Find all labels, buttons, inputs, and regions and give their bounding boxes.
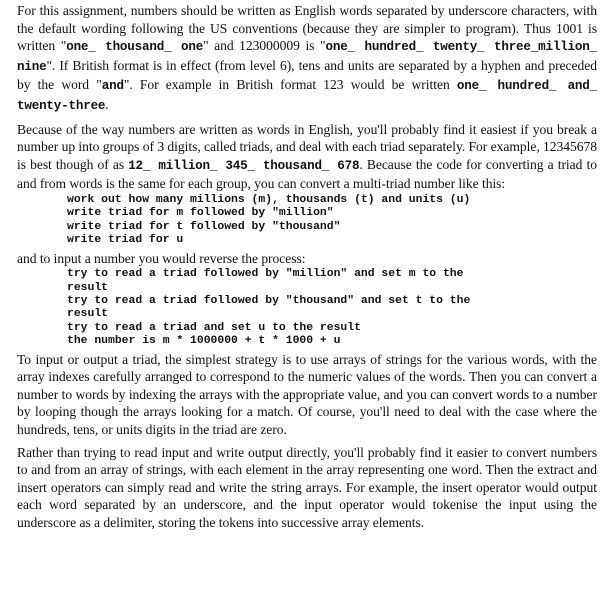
code-word-and: and <box>101 79 124 94</box>
code-line: try to read a triad followed by "million" and set m to the <box>67 268 464 281</box>
text-run: . Because the code for converting a triad to and from words is the same for each group, you can convert a multi-triad number like this: <box>17 156 597 192</box>
text-run: " and 123000009 is " <box>203 38 326 54</box>
code-block-output <box>67 194 597 248</box>
code-line: work out how many millions (m), thousands (t) and units (u) <box>67 193 471 206</box>
code-line: write triad for u <box>67 234 184 247</box>
code-line: result <box>67 281 109 294</box>
code-example-123000009: one_ hundred_ twenty_ three_million_ nine <box>17 40 597 74</box>
paragraph-triads <box>17 121 597 193</box>
text-run: Because of the way numbers are written as words in English, you'll probably find it easiest if you break a number up into groups of 3 digits, called triads, and deal with each triad separately. For example, 12345678 is best though of as <box>17 121 597 172</box>
code-example-1001: one_ thousand_ one <box>66 40 204 55</box>
code-line: result <box>67 308 109 321</box>
code-line: write triad for t followed by "thousand" <box>67 220 341 233</box>
code-line: try to read a triad and set u to the result <box>67 321 361 334</box>
text-run: . <box>105 96 109 112</box>
code-example-triads: 12_ million_ 345_ thousand_ 678 <box>128 158 360 173</box>
code-line: try to read a triad followed by "thousand" and set t to the <box>67 294 471 307</box>
paragraph-input-intro: and to input a number you would reverse the process: <box>17 250 306 266</box>
text-run: For this assignment, numbers should be written as English words separated by underscore characters, with the default wording following the US conventions (because they are simpler to program). Thus 1001 is written " <box>17 3 597 54</box>
paragraph-string-arrays: Rather than trying to read input and write output directly, you'll probably find it easier to convert numbers to and from an array of strings, with each element in the array representing one word. Then the extract and insert operators can simply read and write the string arrays. For example, the insert operator would output each word separated by an underscore, and the input operator would tokenise the input using the underscore as a delimiter, storing the tokens into successive array elements. <box>17 444 597 530</box>
code-line: write triad for m followed by "million" <box>67 207 334 220</box>
document-body <box>17 2 597 532</box>
paragraph-triad-strategy: To input or output a triad, the simplest strategy is to use arrays of strings for the various words, with the array indexes carefully arranged to correspond to the numeric values of the words. Then you can convert a number to words by indexing the arrays with the appropriate value, and you can convert words to a number by looping though the arrays looking for a match. Of course, you'll need to deal with the case where the hundreds, tens, or units digits in the triad are zero. <box>17 351 597 437</box>
text-run: ". If British format is in effect (from level 6), tens and units are separated by a hyphen and preceded by the word " <box>17 57 597 93</box>
paragraph-number-format <box>17 2 597 116</box>
code-example-british: one_ hundred_ and_ twenty-three <box>17 79 597 113</box>
code-line: the number is m * 1000000 + t * 1000 + u <box>67 335 341 348</box>
text-run: ". For example in British format 123 would be written <box>123 77 457 93</box>
code-block-input <box>67 268 597 348</box>
